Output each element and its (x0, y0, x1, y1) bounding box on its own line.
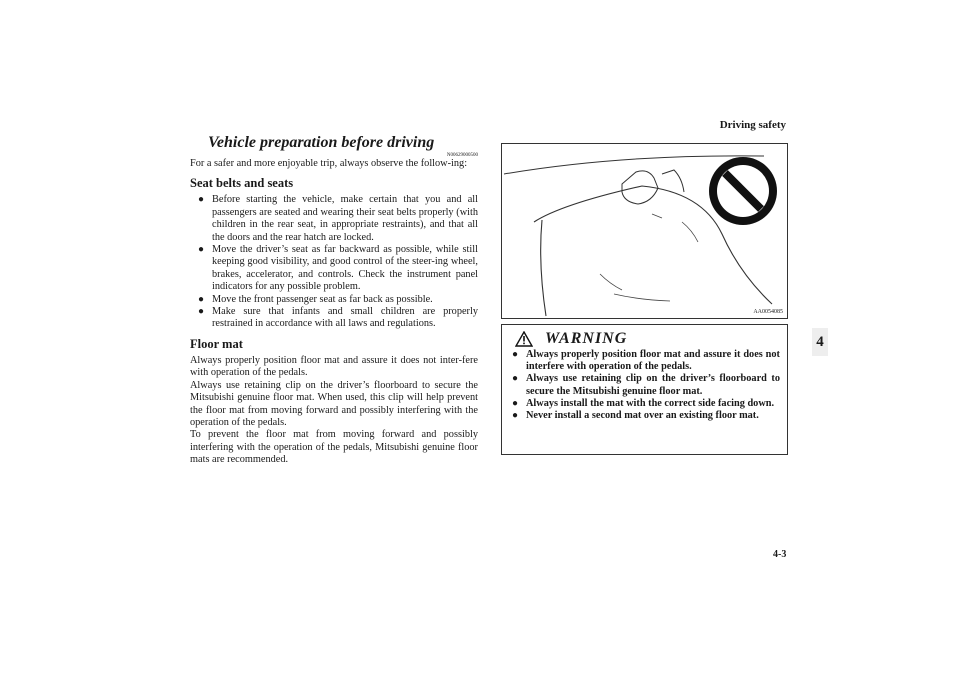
section-code: N00629000500 (446, 153, 478, 158)
list-item-text: Always use retaining clip on the driver’s floorboard to secure the Mitsubishi genuine floor mat. (526, 373, 780, 397)
bullet-icon: ● (198, 194, 205, 206)
figure-code: AA0054085 (753, 309, 783, 315)
seat-belts-list (190, 194, 478, 330)
floor-mat-heading: Floor mat (190, 336, 243, 351)
seat-belts-heading: Seat belts and seats (190, 176, 294, 191)
floor-mat-illustration (502, 144, 787, 318)
list-item (190, 194, 478, 244)
warning-box (501, 324, 788, 455)
list-item-text: Before starting the vehicle, make certain that you and all passengers are seated and wearing their seat belts properly (with children in the rear seat, in appropriate restraints), and that all the doors and the rear hatch are locked. (212, 194, 478, 243)
warning-triangle-icon (515, 331, 533, 347)
list-item-text: Move the driver’s seat as far backward as possible, while still keeping good visibility, and good control of the steer-ing wheel, brakes, accelerator, and controls. Check the instrument panel indicators for any possible problem. (212, 244, 478, 293)
bullet-icon: ● (512, 349, 519, 360)
list-item-text: Always install the mat with the correct side facing down. (526, 397, 775, 409)
bullet-icon: ● (198, 293, 205, 305)
list-item-text: Never install a second mat over an existing floor mat. (526, 410, 759, 422)
list-item (190, 306, 478, 331)
bullet-icon: ● (198, 244, 205, 256)
list-item-text: Always properly position floor mat and assure it does not interfere with operation of the pedals. (526, 349, 780, 373)
warning-header (515, 328, 655, 348)
list-item-text: Move the front passenger seat as far back as possible. (212, 293, 433, 305)
main-column (190, 134, 478, 467)
bullet-icon: ● (512, 373, 519, 385)
list-item (512, 373, 780, 397)
running-header: Driving safety (719, 119, 786, 131)
list-item (512, 398, 780, 410)
list-item (512, 410, 780, 422)
warning-list (512, 349, 780, 422)
chapter-tab: 4 (812, 328, 828, 356)
list-item (512, 349, 780, 373)
list-item-text: Make sure that infants and small children are properly restrained in accordance with all laws and regulations. (212, 306, 478, 330)
intro-text: For a safer and more enjoyable trip, always observe the follow-ing: (190, 158, 468, 169)
warning-title: WARNING (545, 330, 628, 347)
list-item (190, 294, 478, 306)
bullet-icon: ● (512, 397, 519, 409)
floor-mat-paragraph: Always use retaining clip on the driver’s floorboard to secure the Mitsubishi genuine floor mat. When used, this clip will help prevent the floor mat from moving forward and possibly interfering with the operation of the pedals. (190, 379, 478, 428)
floor-mat-paragraph: Always properly position floor mat and assure it does not inter-fere with operation of the pedals. (190, 354, 478, 379)
floor-mat-figure (501, 143, 788, 319)
list-item (190, 244, 478, 294)
page-number: 4-3 (773, 549, 787, 560)
bullet-icon: ● (512, 410, 519, 422)
section-title: Vehicle preparation before driving (208, 134, 435, 151)
bullet-icon: ● (198, 306, 205, 318)
floor-mat-paragraph: To prevent the floor mat from moving forward and possibly interfering with the operation of the pedals, Mitsubishi genuine floor mats are recommended. (190, 429, 478, 466)
